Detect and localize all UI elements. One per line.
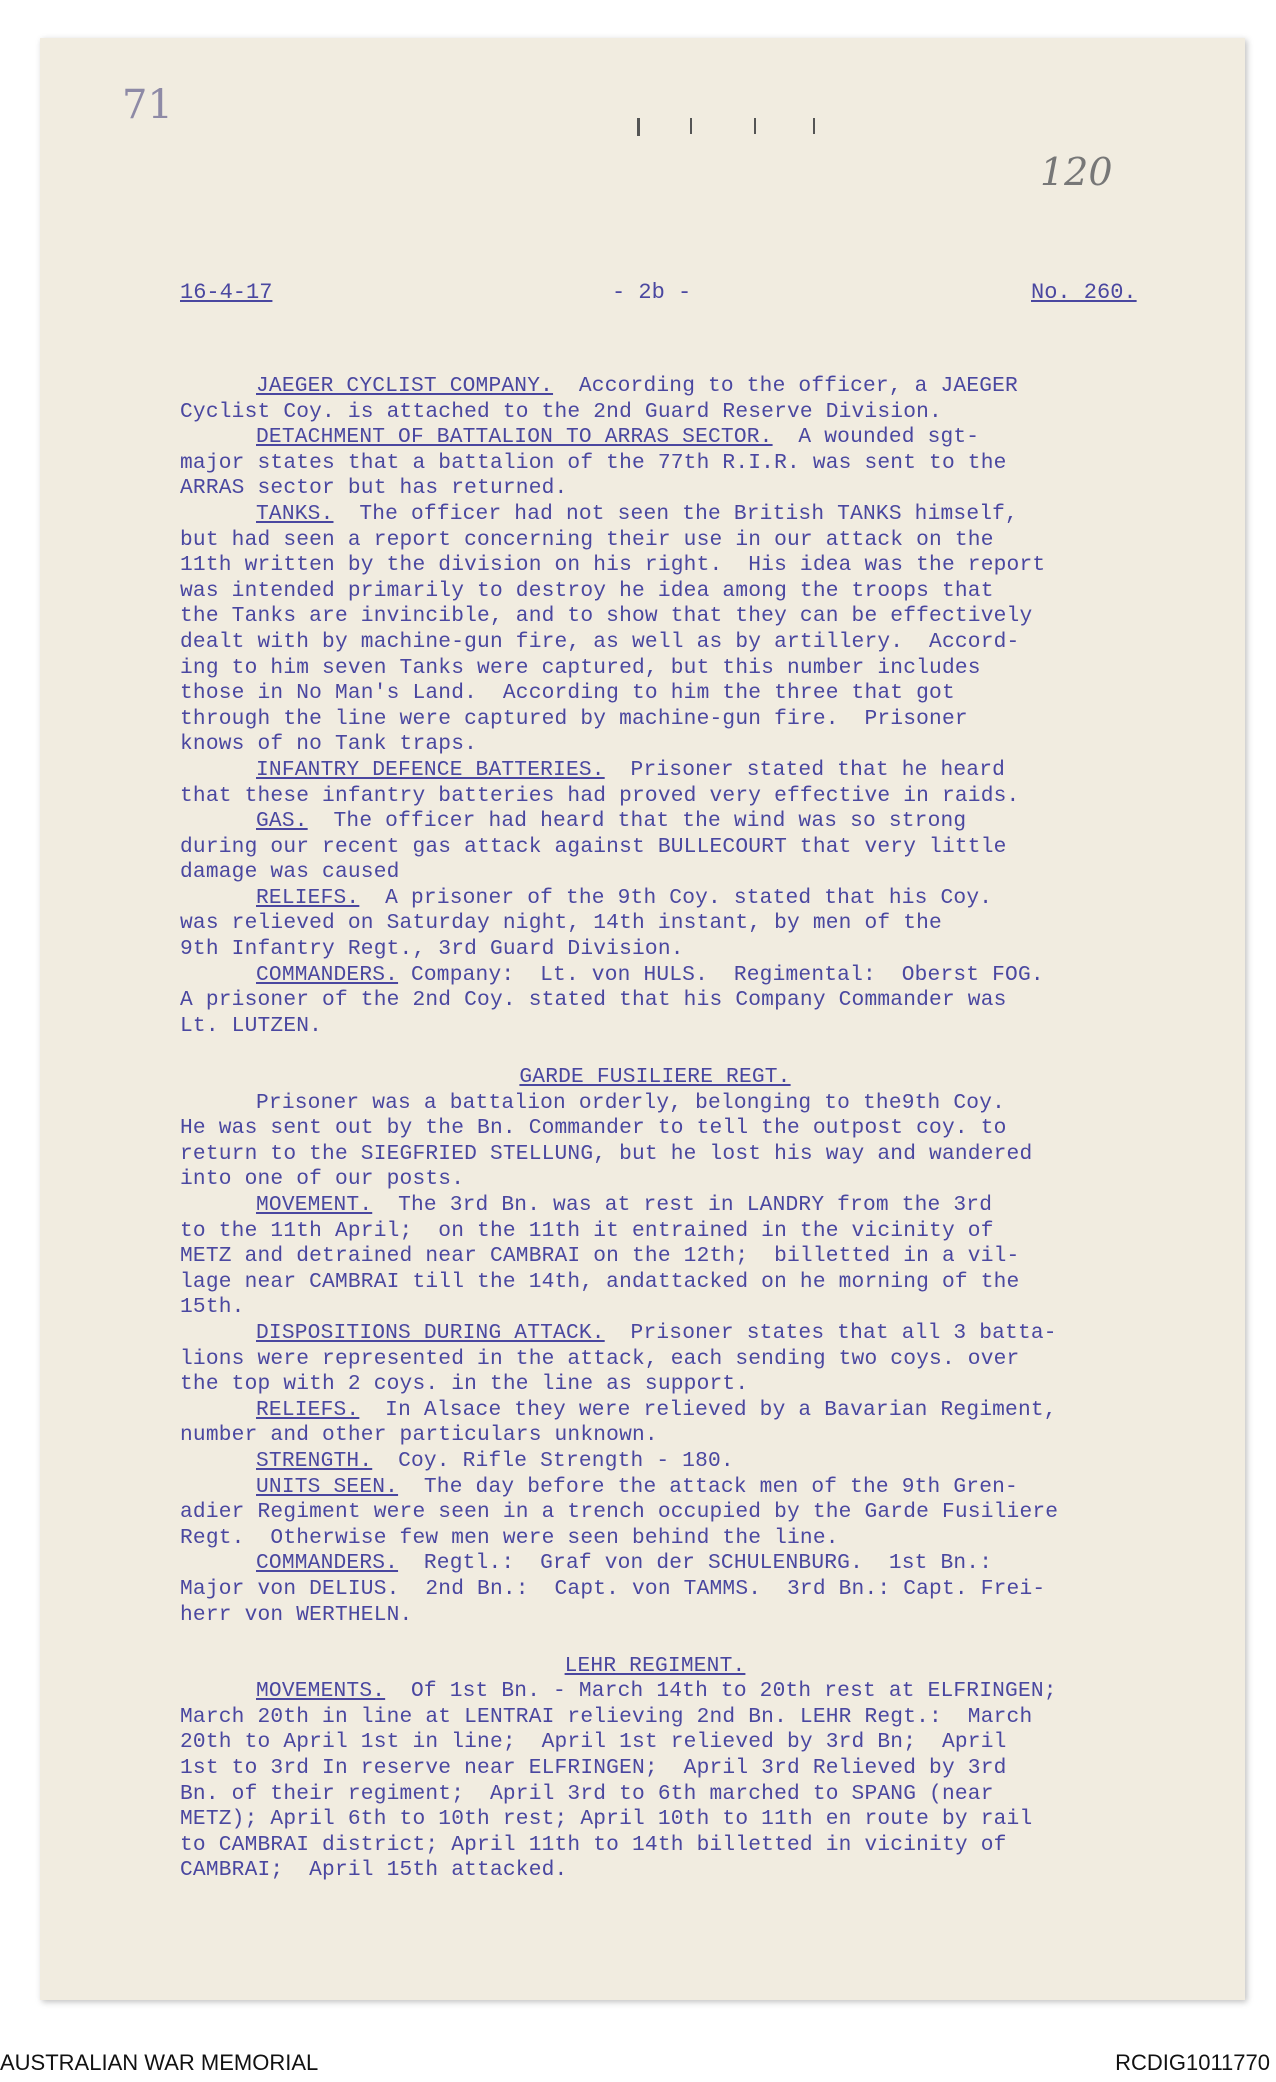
text-line: ing to him seven Tanks were captured, but this number includes	[180, 655, 981, 680]
text-line: dealt with by machine-gun fire, as well as by artillery. Accord-	[180, 629, 1020, 654]
paragraph-heading: JAEGER CYCLIST COMPANY.	[256, 374, 554, 398]
paragraph-text: A wounded sgt-	[772, 425, 980, 450]
text-line: March 20th in line at LENTRAI relieving 2nd Bn. LEHR Regt.: March	[180, 1704, 1033, 1729]
paragraph-text: Prisoner stated that he heard	[604, 757, 1006, 782]
text-line: that these infantry batteries had proved very effective in raids.	[180, 783, 1020, 808]
text-line: He was sent out by the Bn. Commander to tell the outpost coy. to	[180, 1116, 1007, 1141]
paragraph-text: Regtl.: Graf von der SCHULENBURG. 1st Bn.:	[398, 1551, 993, 1576]
mark-tick	[690, 118, 692, 134]
text-line: those in No Man's Land. According to him the three that got	[180, 681, 955, 706]
text-line	[180, 502, 1200, 528]
footer-source: AUSTRALIAN WAR MEMORIAL	[0, 2050, 319, 2075]
paragraph-text: The 3rd Bn. was at rest in LANDRY from the 3rd	[372, 1193, 993, 1217]
paragraph-text: The day before the attack men of the 9th Gren-	[398, 1474, 1018, 1499]
text-line	[180, 1475, 1200, 1501]
report-body	[180, 374, 1200, 1884]
text-line	[180, 1193, 1200, 1219]
text-line: 15th.	[180, 1295, 245, 1320]
text-line	[180, 1679, 1200, 1705]
text-line	[180, 1321, 1200, 1347]
mark-tick	[637, 118, 640, 136]
text-line: lions were represented in the attack, each sending two coys. over	[180, 1346, 1020, 1371]
text-line: knows of no Tank traps.	[180, 732, 478, 757]
paragraph-heading: TANKS.	[256, 501, 334, 526]
paragraph-text: According to the officer, a JAEGER	[553, 374, 1018, 398]
text-line: Prisoner was a battalion orderly, belonging to the9th Coy.	[256, 1090, 1006, 1115]
text-line: return to the SIEGFRIED STELLUNG, but he lost his way and wandered	[180, 1141, 1033, 1166]
text-line: Cyclist Coy. is attached to the 2nd Guard Reserve Division.	[180, 399, 942, 424]
text-line: METZ); April 6th to 10th rest; April 10th to 11th en route by rail	[180, 1807, 1033, 1832]
paragraph-heading: GAS.	[256, 809, 308, 834]
text-line: through the line were captured by machine-gun fire. Prisoner	[180, 706, 968, 731]
text-line: was intended primarily to destroy he idea among the troops that	[180, 578, 994, 603]
text-line	[180, 809, 1200, 835]
pencil-folio-number: 120	[1040, 150, 1113, 194]
text-line: Regt. Otherwise few men were seen behind the line.	[180, 1525, 839, 1550]
paragraph-heading: DISPOSITIONS DURING ATTACK.	[256, 1320, 605, 1345]
text-line	[180, 1449, 1200, 1475]
text-line	[180, 374, 1200, 400]
text-line: adier Regiment were seen in a trench occupied by the Garde Fusiliere	[180, 1500, 1059, 1525]
paragraph-heading: COMMANDERS.	[256, 1551, 399, 1576]
paragraph-text: In Alsace they were relieved by a Bavarian Regiment,	[359, 1397, 1057, 1422]
text-line	[180, 1551, 1200, 1577]
section-title	[180, 1654, 1200, 1680]
text-line: Bn. of their regiment; April 3rd to 6th marched to SPANG (near	[180, 1781, 994, 1806]
paragraph-text: The officer had heard that the wind was so strong	[307, 809, 967, 834]
paragraph-text: Of 1st Bn. - March 14th to 20th rest at ELFRINGEN;	[385, 1679, 1057, 1704]
paragraph-heading: UNITS SEEN.	[256, 1474, 399, 1499]
paragraph-text: A prisoner of the 9th Coy. stated that his Coy.	[359, 885, 993, 910]
text-line: CAMBRAI; April 15th attacked.	[180, 1858, 568, 1883]
text-line: to the 11th April; on the 11th it entrained in the vicinity of	[180, 1218, 994, 1243]
text-line: 20th to April 1st in line; April 1st relieved by 3rd Bn; April	[180, 1730, 1007, 1755]
text-line: METZ and detrained near CAMBRAI on the 12th; billetted in a vil-	[180, 1244, 1020, 1269]
paragraph-heading: RELIEFS.	[256, 1397, 360, 1422]
text-line	[180, 963, 1200, 989]
text-line: the top with 2 coys. in the line as support.	[180, 1372, 749, 1397]
paragraph-text: Company: Lt. von HULS. Regimental: Oberst FOG.	[398, 962, 1044, 987]
text-line: into one of our posts.	[180, 1167, 465, 1192]
margin-page-number: 71	[122, 82, 173, 128]
text-line: number and other particulars unknown.	[180, 1423, 658, 1448]
text-line: was relieved on Saturday night, 14th instant, by men of the	[180, 911, 942, 936]
paragraph-heading: RELIEFS.	[256, 885, 360, 910]
mark-tick	[813, 118, 815, 134]
text-line: major states that a battalion of the 77th R.I.R. was sent to the	[180, 450, 1007, 475]
header-number: No. 260.	[1031, 280, 1137, 305]
header-page: - 2b -	[612, 280, 692, 305]
paragraph-text: Coy. Rifle Strength - 180.	[372, 1448, 734, 1473]
paragraph-text: Prisoner states that all 3 batta-	[604, 1320, 1057, 1345]
text-line: Lt. LUTZEN.	[180, 1013, 323, 1038]
paragraph-heading: MOVEMENTS.	[256, 1679, 386, 1704]
section-title-text: GARDE FUSILIERE REGT.	[519, 1065, 791, 1090]
text-line: to CAMBRAI district; April 11th to 14th billetted in vicinity of	[180, 1832, 1007, 1857]
paragraph-heading: COMMANDERS.	[256, 962, 399, 987]
text-line	[180, 1398, 1200, 1424]
paragraph-heading: INFANTRY DEFENCE BATTERIES.	[256, 757, 605, 782]
text-line: the Tanks are invincible, and to show that they can be effectively	[180, 604, 1033, 629]
text-line: Major von DELIUS. 2nd Bn.: Capt. von TAMMS. 3rd Bn.: Capt. Frei-	[180, 1576, 1046, 1601]
text-line: damage was caused	[180, 860, 400, 885]
spacer	[180, 1039, 1200, 1065]
text-line	[180, 425, 1200, 451]
spacer	[180, 1628, 1200, 1654]
text-line: during our recent gas attack against BULLECOURT that very little	[180, 834, 1007, 859]
paragraph-heading: STRENGTH.	[256, 1448, 373, 1473]
paragraph-heading: MOVEMENT.	[256, 1193, 373, 1217]
footer-id: RCDIG1011770	[1115, 2050, 1270, 2075]
section-title-text: LEHR REGIMENT.	[564, 1653, 746, 1678]
mark-tick	[754, 118, 756, 134]
text-line: herr von WERTHELN.	[180, 1602, 413, 1627]
text-line	[180, 886, 1200, 912]
header-date: 16-4-17	[180, 280, 273, 305]
text-line: 1st to 3rd In reserve near ELFRINGEN; April 3rd Relieved by 3rd	[180, 1756, 1007, 1781]
text-line: 9th Infantry Regt., 3rd Guard Division.	[180, 937, 684, 962]
text-line: 11th written by the division on his right. His idea was the report	[180, 553, 1046, 578]
text-line: ARRAS sector but has returned.	[180, 476, 568, 501]
text-line	[180, 758, 1200, 784]
text-line: but had seen a report concerning their use in our attack on the	[180, 527, 994, 552]
paragraph-text: The officer had not seen the British TANKS himself,	[333, 501, 1018, 526]
text-line: A prisoner of the 2nd Coy. stated that his Company Commander was	[180, 988, 1007, 1013]
paragraph-heading: DETACHMENT OF BATTALION TO ARRAS SECTOR.	[256, 425, 773, 450]
text-line: lage near CAMBRAI till the 14th, andattacked on he morning of the	[180, 1269, 1020, 1294]
section-title	[180, 1065, 1200, 1091]
